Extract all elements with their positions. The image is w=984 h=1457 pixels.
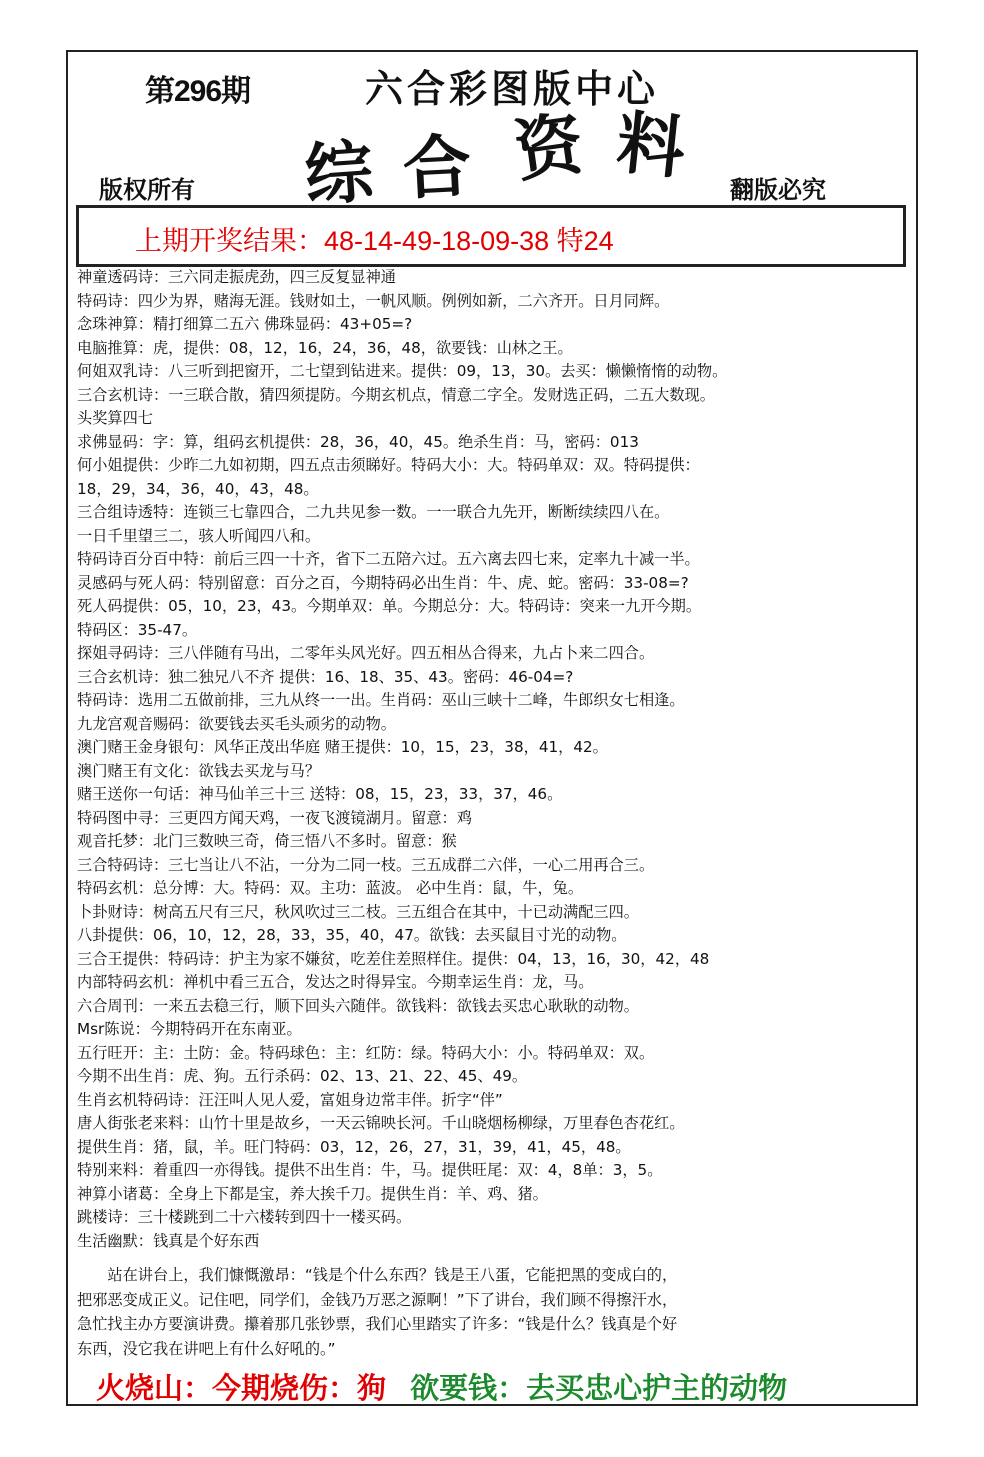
content-line: 神算小诸葛：全身上下都是宝，养大挨千刀。提供生肖：羊、鸡、猪。 [77,1184,548,1203]
content-line: 特码玄机：总分博：大。特码：双。主功：蓝波。 必中生肖：鼠，牛，兔。 [77,879,584,897]
content-line: 赌王送你一句话：神马仙羊三十三 送特：08，15，23，33，37，46。 [77,785,563,803]
content-line: 内部特码玄机：禅机中看三五合，发达之时得异宝。今期幸运生肖：龙，马。 [77,973,594,991]
content-line: Msr陈说：今期特码开在东南亚。 [77,1020,302,1038]
content-line: 一日千里望三二，骇人听闻四八和。 [77,526,320,545]
big-title-char: 综 [302,131,376,217]
content-line: 18，29，34，36，40，43，48。 [77,479,319,498]
content-line: 念珠神算：精打细算二五六 佛珠显码：43+05=? [77,315,413,333]
last-result: 上期开奖结果：48-14-49-18-09-38 特24 [135,226,614,256]
paragraph-line: 站在讲台上，我们慷慨激昂：“钱是个什么东西？钱是王八蛋，它能把黑的变成白的， [77,1266,678,1284]
big-title-char: 合 [400,126,474,210]
content-lines [77,266,907,1253]
content-line: 探姐寻码诗：三八伴随有马出，二零年头风光好。四五相丛合得来，九占卜来二四合。 [77,644,655,662]
content-line: 卜卦财诗：树高五尺有三尺，秋风吹过三二枝。三五组合在其中，十已动满配三四。 [77,902,639,921]
paragraph-line: 把邪恶变成正义。记住吧，同学们，金钱乃万恶之源啊！”下了讲台，我们顾不得擦汗水， [77,1290,678,1309]
content-line: 特码诗：选用二五做前排，三九从终一一出。生肖码：巫山三峡十二峰，牛郎织女七相逢。 [77,691,685,709]
big-title-char: 资 [509,103,589,193]
footer-red-text: 火烧山：今期烧伤：狗 [96,1371,387,1405]
content-line: 观音托梦：北门三数映三奇，倚三悟八不多时。留意：猴 [77,832,457,850]
footer-green-text: 欲要钱：去买忠心护主的动物 [410,1371,788,1405]
content-line: 特别来料：着重四一亦得钱。提供不出生肖：牛，马。提供旺尾：双：4，8单：3，5。 [77,1161,663,1179]
content-line: 三合玄机诗：一三联合散，猜四须提防。今期玄机点，情意二字全。发财选正码，二五大数现。 [77,385,715,404]
content-line: 特码图中寻：三更四方闻天鸡，一夜飞渡镜湖月。留意：鸡 [77,808,472,827]
content-line: 神童透码诗：三六同走振虎劲，四三反复显神通 [77,268,396,286]
footer [96,1366,787,1407]
paragraph-line: 急忙找主办方要演讲费。攥着那几张钞票，我们心里踏实了许多：“钱是什么？钱真是个好 [77,1315,678,1333]
content-line: 唐人街张老来料：山竹十里是故乡，一天云锦映长河。千山晓烟杨柳绿，万里春色杏花红。 [77,1114,685,1132]
content-line: 今期不出生肖：虎、狗。五行杀码：02、13、21、22、45、49。 [77,1067,528,1085]
content-line: 六合周刊：一来五去稳三行，顺下回头六随伴。欲钱料：欲钱去买忠心耿耿的动物。 [77,996,639,1015]
content-line: 跳楼诗：三十楼跳到二十六楼转到四十一楼买码。 [77,1208,412,1226]
content-line: 头奖算四七 [77,409,153,427]
content-line: 生肖玄机特码诗：汪汪叫人见人爱，富姐身边常丰伴。折字“伴” [77,1090,503,1109]
center-title: 六合彩图版中心 [365,67,660,111]
content-line: 九龙宫观音赐码：欲要钱去买毛头顽劣的动物。 [77,714,396,733]
copyright-right: 翻版必究 [730,176,826,204]
content-line: 澳门赌王有文化：欲钱去买龙与马？ [77,761,320,780]
content-line: 何小姐提供：少昨二九如初期，四五点击须睇好。特码大小：大。特码单双：双。特码提供： [77,456,700,474]
content-line: 求佛显码：字：算，组码玄机提供：28，36，40，45。绝杀生肖：马，密码：013 [77,432,639,451]
content-line: 死人码提供：05，10，23，43。今期单双：单。今期总分：大。特码诗：突来一九开今期。 [77,597,702,615]
content-line: 三合玄机诗：独二独兄八不齐 提供：16、18、35、43。密码：46-04=? [77,667,574,686]
content-line: 特码区：35-47。 [77,620,198,639]
paragraph-line: 东西，没它我在讲吧上有什么好吼的。” [77,1339,336,1358]
content-line: 灵感码与死人码：特别留意：百分之百，今期特码必出生肖：牛、虎、蛇。密码：33-08=? [77,573,689,592]
content-line: 八卦提供：06，10，12，28，33，35，40，47。欲钱：去买鼠目寸光的动物。 [77,926,627,944]
content-line: 澳门赌王金身银句：风华正茂出华庭 赌王提供：10，15，23，38，41，42。 [77,738,608,756]
content-line: 电脑推算：虎，提供：08，12，16，24，36，48，欲要钱：山林之王。 [77,338,573,357]
content-line: 何姐双乳诗：八三听到把窗开，二七望到钻进来。提供：09，13，30。去买：懒懒惰惰的动物。 [77,362,728,380]
issue-number: 第296期 [145,75,251,108]
big-title-char: 料 [613,102,690,190]
content-line: 特码诗百分百中特：前后三四一十齐，省下二五陪六过。五六离去四七来，定率九十减一半。 [77,550,700,568]
copyright-left: 版权所有 [99,176,195,204]
content-line: 特码诗：四少为界，赌海无涯。钱财如土，一帆风顺。例例如新，二六齐开。日月同辉。 [77,291,670,310]
content-line: 生活幽默：钱真是个好东西 [77,1231,260,1250]
content-line: 三合王提供：特码诗：护主为家不嫌贫，吃差住差照样住。提供：04，13，16，30，42，48 [77,949,710,968]
content-line: 三合特码诗：三七当让八不沾，一分为二同一枝。三五成群二六伴，一心二用再合三。 [77,855,655,874]
content-line: 三合组诗透特：连锁三七靠四合，二九共见参一数。一一联合九先开，断断续续四八在。 [77,503,670,521]
content-line: 提供生肖：猪，鼠，羊。旺门特码：03，12，26，27，31，39，41，45，48。 [77,1137,631,1156]
humor-paragraph [77,1263,897,1361]
content-line: 五行旺开：主：土防：金。特码球色：主：红防：绿。特码大小：小。特码单双：双。 [77,1043,655,1062]
big-title [302,102,715,217]
